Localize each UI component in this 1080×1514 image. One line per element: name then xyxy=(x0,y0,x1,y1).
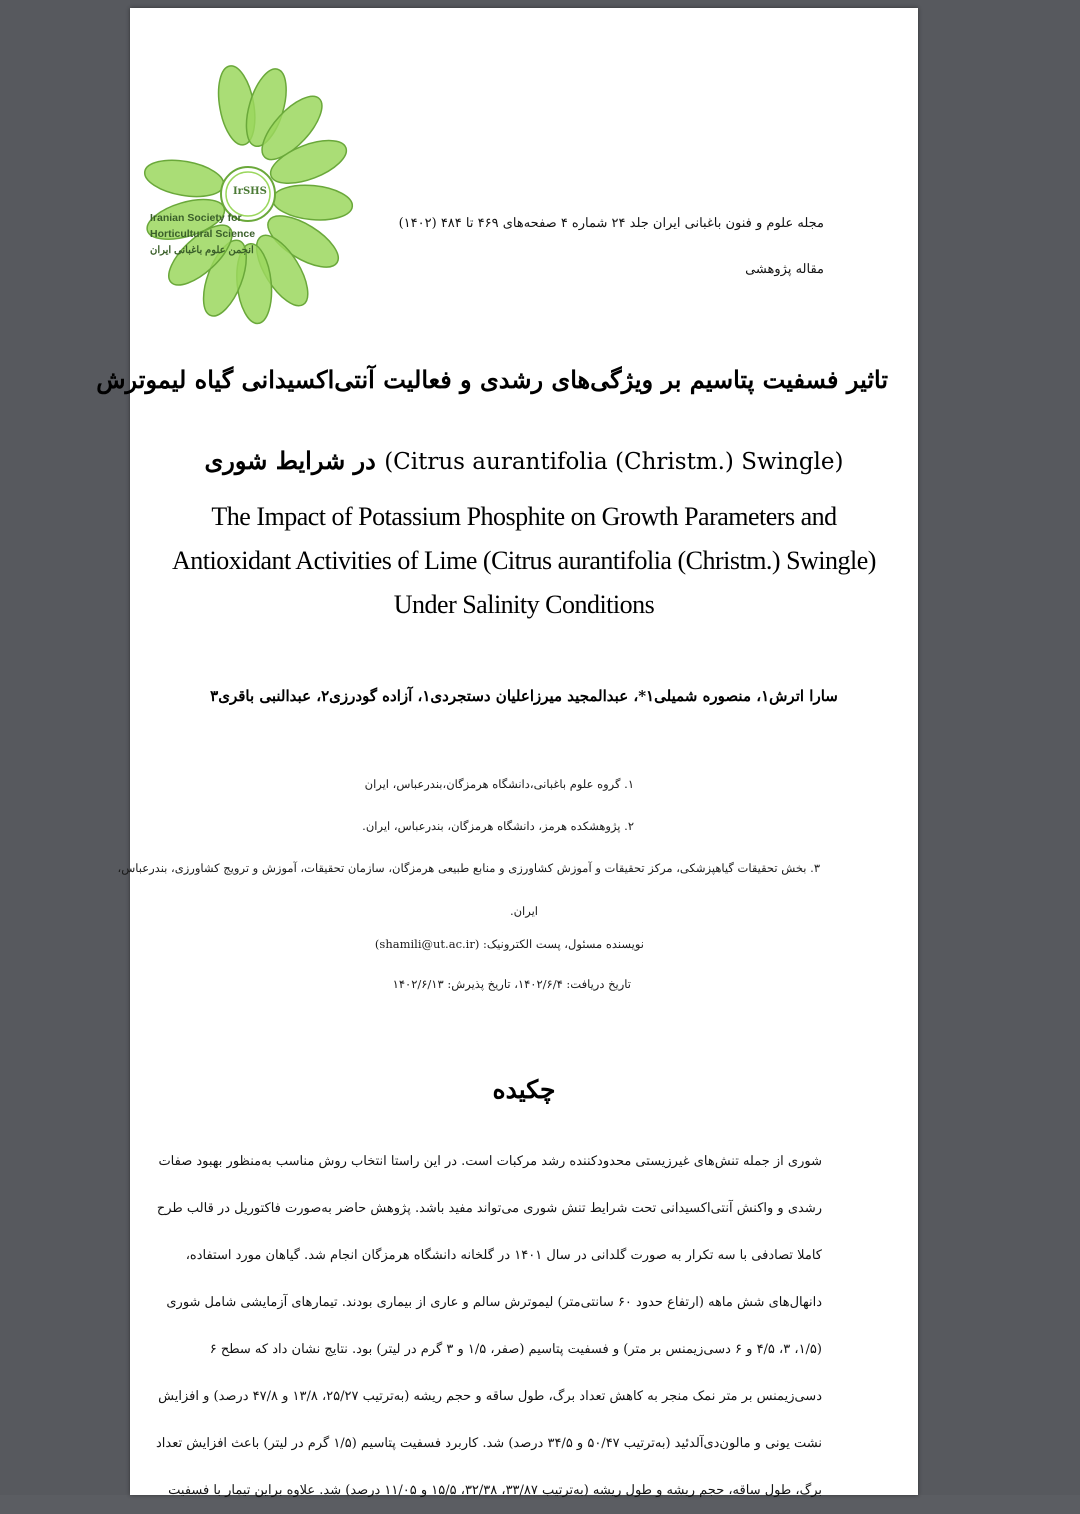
abstract-line: دسی‌زیمنس بر متر نمک منجر به کاهش تعداد برگ، طول ساقه و حجم ریشه (به‌ترتیب ۲۵/۲۷، ۱۳/۸ و ۴۷/۸ درصد) و افزایش xyxy=(158,1389,822,1404)
society-logo xyxy=(136,44,326,344)
received-accepted-dates: تاریخ دریافت: ۱۴۰۲/۶/۴، تاریخ پذیرش: ۱۴۰۲/۶/۱۳ xyxy=(392,977,631,991)
document-page xyxy=(96,8,918,1498)
persian-title-line1: تاثیر فسفیت پتاسیم بر ویژگی‌های رشدی و فعالیت آنتی‌اکسیدانی گیاه لیموترش xyxy=(96,365,888,394)
author-list: سارا اترش۱، منصوره شمیلی۱*، عبدالمجید میرزاعلیان دستجردی۱، آزاده گودرزی۲، عبدالنبی باقری۳ xyxy=(210,687,838,705)
journal-citation: مجله علوم و فنون باغبانی ایران جلد ۲۴ شماره ۴ صفحه‌های ۴۶۹ تا ۴۸۴ (۱۴۰۲) xyxy=(398,216,824,231)
logo-english-line2: Horticultural Science xyxy=(150,228,256,240)
abstract-line: شوری از جمله تنش‌های غیرزیستی محدودکننده رشد مرکبات است. در این راستا انتخاب روش مناسب به‌منظور بهبود صفات xyxy=(158,1154,822,1169)
english-title-line1: The Impact of Potassium Phosphite on Growth Parameters and xyxy=(211,502,837,531)
affiliation-1: ۱. گروه علوم باغبانی،دانشگاه هرمزگان،بندرعباس، ایران xyxy=(364,777,634,791)
persian-title-species: (Citrus aurantifolia (Christm.) Swingle) xyxy=(384,449,844,475)
logo-abbreviation: IrSHS xyxy=(233,186,267,197)
logo-english-line1: Iranian Society for xyxy=(150,212,242,224)
abstract-line: رشدی و واکنش آنتی‌اکسیدانی تحت شرایط تنش شوری می‌تواند مفید باشد. پژوهش حاضر به‌صورت فاکتوریل در قالب طرح xyxy=(156,1201,822,1216)
english-title-line3: Under Salinity Conditions xyxy=(393,590,655,619)
abstract-heading: چکیده xyxy=(492,1075,556,1104)
corresponding-author-email: نویسنده مسئول، پست الکترونیک: (shamili@ut.ac.ir) xyxy=(374,937,644,951)
affiliation-2: ۲. پژوهشکده هرمز، دانشگاه هرمزگان، بندرعباس، ایران. xyxy=(362,819,634,833)
persian-title-suffix: در شرایط شوری xyxy=(204,446,376,475)
english-title-line2: Antioxidant Activities of Lime (Citrus aurantifolia (Christm.) Swingle) xyxy=(172,546,876,575)
abstract-line: نشت یونی و مالون‌دی‌آلدئید (به‌ترتیب ۵۰/۴۷ و ۳۴/۵ درصد) شد. کاربرد فسفیت پتاسیم (۱/۵ گرم در لیتر) باعث افزایش تعداد xyxy=(155,1436,822,1451)
affiliation-3: ۳. بخش تحقیقات گیاهپزشکی، مرکز تحقیقات و آموزش کشاورزی و منابع طبیعی هرمزگان، سازمان تحقیقات، آموزش و ترویج کشاورزی، بندرعباس، xyxy=(117,861,820,875)
logo-persian-name: انجمن علوم باغبانی ایران xyxy=(150,245,254,256)
persian-title-line2 xyxy=(160,446,888,475)
article-type: مقاله پژوهشی xyxy=(745,262,824,277)
logo-petal xyxy=(142,155,227,202)
abstract-line: دانهال‌های شش ماهه (ارتفاع حدود ۶۰ سانتی‌متر) لیموترش سالم و عاری از بیماری بودند. تیمارهای آزمایشی شامل شوری xyxy=(166,1295,822,1310)
abstract-line: کاملا تصادفی با سه تکرار به صورت گلدانی در سال ۱۴۰۱ در گلخانه دانشگاه هرمزگان انجام شد. گیاهان مورد استفاده، xyxy=(185,1248,822,1263)
affiliation-3-continued: ایران. xyxy=(509,904,538,918)
abstract-line: (۱/۵، ۳، ۴/۵ و ۶ دسی‌زیمنس بر متر) و فسفیت پتاسیم (صفر، ۱/۵ و ۳ گرم در لیتر) بود. نتایج نشان داد که سطح ۶ xyxy=(209,1342,822,1357)
abstract-line: برگ، طول ساقه، حجم ریشه و طول ریشه (به‌ترتیب ۳۳/۸۷، ۳۲/۳۸، ۱۵/۵ و ۱۱/۰۵ درصد) شد. علاوه براین تیمار با فسفیت xyxy=(168,1483,822,1498)
abstract-body xyxy=(155,1138,822,1514)
flower-logo-icon xyxy=(136,44,326,344)
